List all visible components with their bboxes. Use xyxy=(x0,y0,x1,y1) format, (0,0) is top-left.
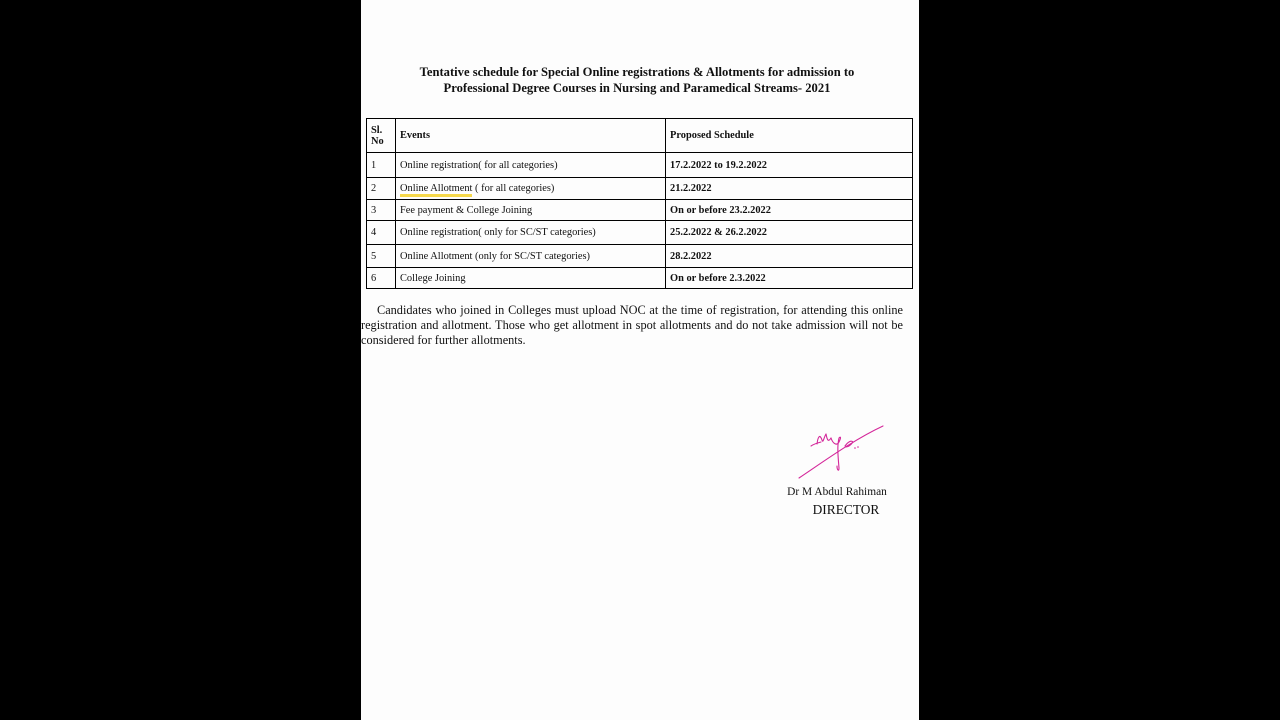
header-sl-no: Sl. No xyxy=(367,119,396,153)
table-row xyxy=(367,200,913,221)
row-number: 6 xyxy=(367,268,396,289)
table-row xyxy=(367,178,913,200)
table-row xyxy=(367,268,913,289)
highlighted-text: Online Allotment xyxy=(400,183,472,197)
table-row xyxy=(367,221,913,245)
signatory-name: Dr M Abdul Rahiman xyxy=(787,486,887,498)
table-row xyxy=(367,245,913,268)
table-header-row xyxy=(367,119,913,153)
row-event-rest: ( for all categories) xyxy=(472,183,555,194)
row-number: 5 xyxy=(367,245,396,268)
row-event: College Joining xyxy=(396,268,666,289)
row-event xyxy=(396,178,666,200)
row-event: Online Allotment (only for SC/ST categories) xyxy=(396,245,666,268)
table-row xyxy=(367,153,913,178)
row-schedule: On or before 23.2.2022 xyxy=(666,200,913,221)
title-line-2: Professional Degree Courses in Nursing and Paramedical Streams- 2021 xyxy=(443,81,831,95)
row-event: Online registration( only for SC/ST categories) xyxy=(396,221,666,245)
schedule-table xyxy=(366,118,913,289)
notice-paragraph: Candidates who joined in Colleges must upload NOC at the time of registration, for attending this online registration and allotment. Those who get allotment in spot allotments and do not take admission will not be considered for further allotments. xyxy=(361,303,903,347)
row-event: Online registration( for all categories) xyxy=(396,153,666,178)
document-page xyxy=(361,0,919,720)
row-number: 3 xyxy=(367,200,396,221)
row-number: 4 xyxy=(367,221,396,245)
header-proposed-schedule: Proposed Schedule xyxy=(666,119,913,153)
row-schedule: 25.2.2022 & 26.2.2022 xyxy=(666,221,913,245)
title-line-1: Tentative schedule for Special Online registrations & Allotments for admission to xyxy=(419,65,855,79)
row-event: Fee payment & College Joining xyxy=(396,200,666,221)
row-number: 1 xyxy=(367,153,396,178)
row-schedule: 17.2.2022 to 19.2.2022 xyxy=(666,153,913,178)
header-events: Events xyxy=(396,119,666,153)
document-title xyxy=(361,64,913,96)
row-number: 2 xyxy=(367,178,396,200)
row-schedule: On or before 2.3.2022 xyxy=(666,268,913,289)
signature-image xyxy=(793,422,885,482)
row-schedule: 28.2.2022 xyxy=(666,245,913,268)
row-schedule: 21.2.2022 xyxy=(666,178,913,200)
signatory-title: DIRECTOR xyxy=(812,502,880,517)
